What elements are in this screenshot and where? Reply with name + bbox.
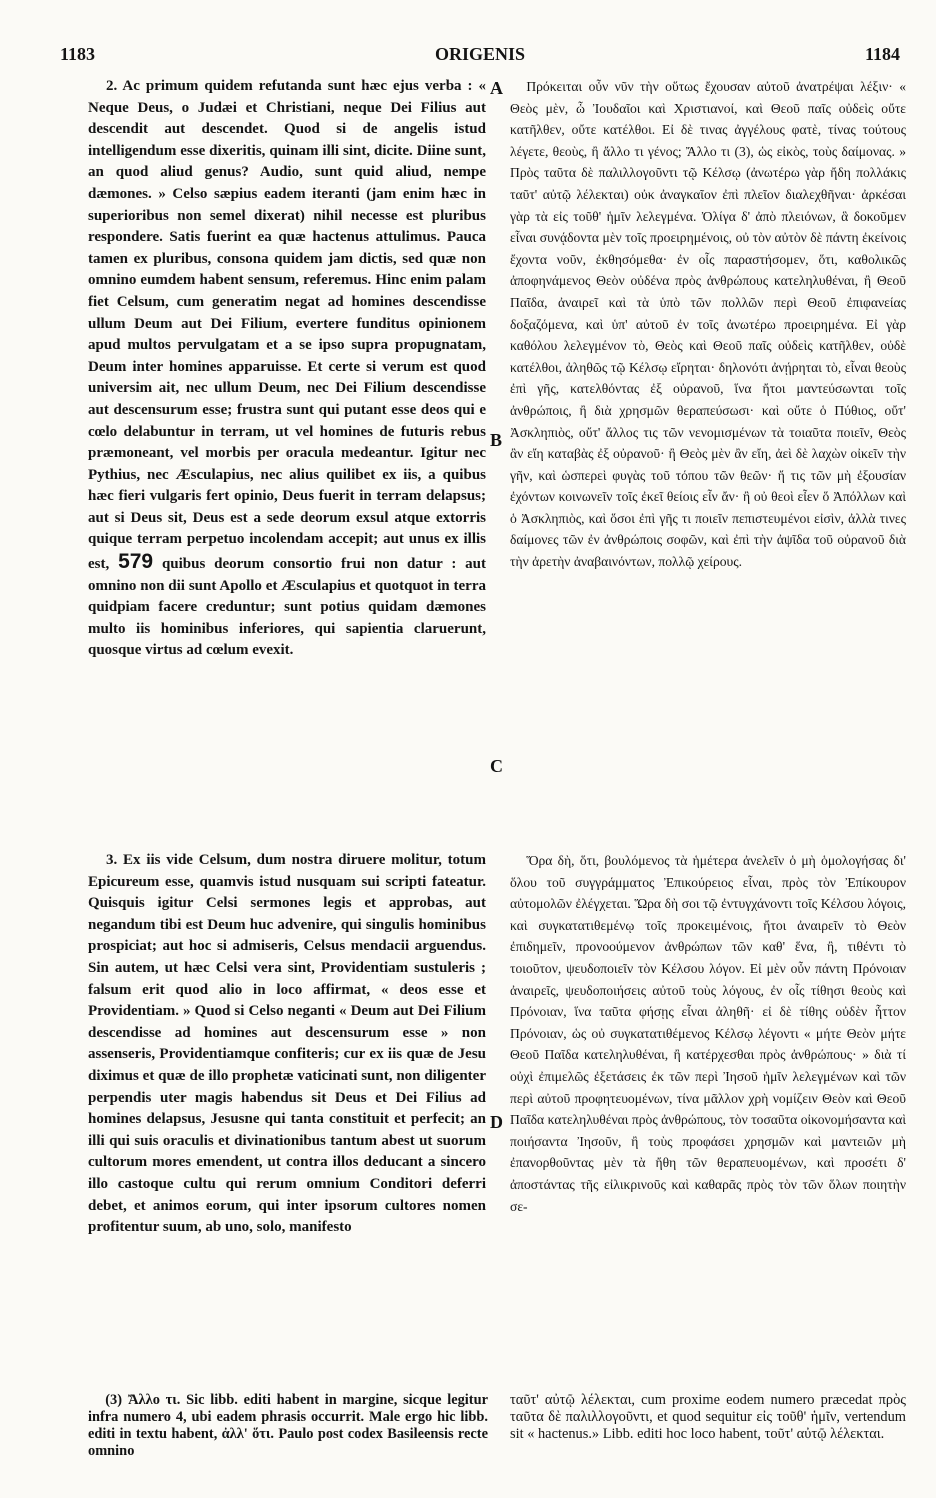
latin-text-part-2: quibus deorum consortio frui non datur : aut omnino non dii sunt Apollo et Æsculapius et quotquot in terra quidpiam facere creduntur; sunt potius quidam dæmones multo iis hominibus inferiores, qui sapientia claruerunt, quosque virtus ad cœlum evexit. bbox=[88, 556, 486, 659]
greek-column-section-3 bbox=[510, 850, 906, 1340]
section-marker-d: D bbox=[490, 1112, 503, 1132]
right-column-number: 1184 bbox=[864, 44, 900, 64]
latin-text-part-1: 2. Ac primum quidem refutanda sunt hæc ejus verba : « Neque Deus, o Judæi et Christiani, neque Dei Filius aut descendit aut descendet. Quod si de angelis istud intelligendum esse dixeritis, quinam illi sint, dicite. Diine sunt, an quod aliud genus? Audio, sunt quid aliud, nempe dæmones. » Celso sæpius eadem iteranti (jam enim hæc in superioribus non semel dixerat) nihil necesse est pluribus respondere. Satis fuerint ea quæ hactenus attulimus. Pauca tamen ex pluribus, consona quidem jam dictis, sed quæ non omnino eumdem habent sensum, referemus. Hinc enim palam fiet Celsum, cum generatim negat ad homines descendisse ullum Deum aut Dei Filium, evertere funditus opinionem apud multos pervulgatam et a se ipso supra propugnatam, Deum inter homines apparuisse. Et certe si verum est quod universim ait, nec ullum Deum, nec Dei Filium descendisse aut descensurum esse; frustra sunt qui putant esse deos qui e cœlo delabuntur in terram, ut vel homines de futuris rebus præmoneant, vel morbis per oracula medeantur. Igitur nec Pythius, nec Æsculapius, nec alius quilibet ex iis, a quibus hæc fieri vulgaris fert opinio, Deus fuerit in terram delapsus; aut si Deus sit, Deus est a sede deorum exsul atque extorris quique terram perpetuo incolendam accepit; aut unus ex illis est, bbox=[88, 78, 486, 573]
greek-column-section-2 bbox=[510, 76, 906, 790]
section-marker-c: C bbox=[490, 756, 503, 776]
latin-paragraph: 3. Ex iis vide Celsum, dum nostra diruere molitur, totum Epicureum esse, quamvis istud nusquam sui scripti fateatur. Quisquis igitur Celsi sermones legis et approbas, aut negandum tibi est Deum huc advenire, qui singulis hominibus prospiciat; aut hoc si admiseris, Celsus mendacii arguendus. Sin autem, ut hæc Celsi vera sint, Providentiam sustuleris ; falsum erit quod alio in loco affirmat, « deos esse et Providentiam. » Quod si Celso neganti « Deum aut Dei Filium descendisse ad homines aut descensurum esse » non assenseris, Providentiamque confiteris; cur ex iis quæ de Jesu diximus et quæ de illo prophetæ vaticinati sunt, non diligenter perpendis uter magis habendus sit Deus et Dei Filius ad homines delapsus, Jesusne qui tanta constituit et perfecit; an illi qui suis oraculis et divinationibus tantum abest ut suorum cultorum mores emendent, ut contra illos deducant a sincero illo castoque cultu qui rerum omnium Conditori deferri debet, et animos eorum, qui inter ipsorum cultores nomen profitentur suum, ab uno, solo, manifesto bbox=[88, 852, 486, 1236]
footnote-right bbox=[510, 1392, 906, 1482]
migne-column-number: 579 bbox=[118, 550, 154, 574]
latin-column-section-3 bbox=[88, 850, 486, 1370]
section-marker-b: B bbox=[490, 430, 503, 450]
footnote-text: ταῦτ' αὐτῷ λέλεκται, cum proxime eodem numero præcedat πρὸς ταῦτα δὲ παλιλλογοῦντι, et quod sequitur εἰς τοῦθ' ἡμῖν, vertendum sit « hactenus.» Libb. editi hoc loco habent, τοῦτ' αὐτῷ λέλεκται. bbox=[510, 1392, 906, 1442]
section-marker-a: A bbox=[490, 78, 503, 98]
footnote-text: (3) Ἄλλο τι. Sic libb. editi habent in margine, sicque legitur infra numero 4, ubi eadem phrasis occurrit. Male ergo hic libb. editi in textu habent, ἀλλ' ὅτι. Paulo post codex Basileensis recte omnino bbox=[88, 1392, 488, 1459]
greek-paragraph: Ὅρα δὴ, ὅτι, βουλόμενος τὰ ἡμέτερα ἀνελεῖν ὁ μὴ ὁμολογήσας δι' ὅλου τοῦ συγγράμματος Ἐπικούρειος εἶναι, πρὸς τὸν Ἐπίκουρον αὐτομολῶν ἐλέγχεται. Ὥρα δὴ σοι τῷ ἐντυγχάνοντι τοῖς Κέλσου λόγοις, καὶ συγκατατιθεμένῳ τοῖς προκειμένοις, ἤτοι ἀναιρεῖν τὸ Θεὸν ἐπιδημεῖν, προνοούμενον ἀνθρώπων τῶν καθ' ἕνα, ἢ, τιθέντι τὸ τοιοῦτον, ψευδοποιεῖν τὸν Κέλσου λόγον. Εἰ μὲν οὖν πάντη Πρόνοιαν ἀναιρεῖς, ψευδοποιήσεις αὐτοῦ τοὺς λόγους, ἐν οἷς τίθησι θεοὺς καὶ Πρόνοιαν, ἵνα ταῦτα φήσῃς εἶναι ἀληθῆ· εἰ δὲ τίθης οὐδὲν ἧττον Πρόνοιαν, ὡς οὐ συγκατατιθέμενος Κέλσῳ λέγοντι « μήτε Θεὸν μήτε Θεοῦ Παῖδα κατεληλυθέναι, ἢ κατέρχεσθαι πρὸς ἀνθρώπους· » διὰ τί οὐχὶ ἐπιμελῶς ἐξετάσεις ἐκ τῶν περὶ Ἰησοῦ ἡμῖν λελεγμένων καὶ τῶν περὶ αὐτοῦ προφητευομένων, τίνα μᾶλλον χρὴ νομίζειν Θεὸν καὶ Θεοῦ Παῖδα κατεληλυθέναι πρὸς ἀνθρώπους, τὸν τοσαῦτα οἰκονομήσαντα καὶ ποιήσαντα Ἰησοῦν, ἢ τοὺς προφάσει χρησμῶν καὶ μαντειῶν μὴ ἐπανορθοῦντας μὲν τὰ ἤθη τῶν θεραπευομένων, καὶ προσέτι δ' ἀποστάντας τῆς εἰλικρινοῦς καὶ καθαρᾶς πρὸς τὸν τῶν ὅλων ποιητὴν σε- bbox=[510, 853, 906, 1214]
page-title: ORIGENIS bbox=[434, 44, 526, 64]
greek-paragraph: Πρόκειται οὖν νῦν τὴν οὕτως ἔχουσαν αὐτοῦ ἀνατρέψαι λέξιν· « Θεὸς μὲν, ὦ Ἰουδαῖοι καὶ Χριστιανοί, καὶ Θεοῦ παῖς οὐδεὶς οὔτε κατῆλθεν, οὔτε κατέλθοι. Εἰ δὲ τινας ἀγγέλους φατὲ, τίνας τούτους λέγετε, θεοὺς, ἢ ἄλλο τι γένος; Ἄλλο τι (3), ὡς εἰκὸς, τοὺς δαίμονας. » Πρὸς ταῦτα δὲ παλιλλογοῦντι τῷ Κέλσῳ (ἀνωτέρω γὰρ ἤδη πολλάκις ταῦτ' αὐτῷ λέλεκται) οὐκ ἀναγκαῖον ἐπὶ πλεῖον διαλεχθῆναι· ἀρκέσαι γὰρ τὰ εἰς τοῦθ' ἡμῖν λελεγμένα. Ὀλίγα δ' ἀπὸ πλειόνων, ἃ δοκοῦμεν εἶναι συνᾴδοντα μὲν τοῖς προειρημένοις, οὐ τὸν αὐτὸν δὲ πάντη ἐκείνοις ἔχοντα νοῦν, ἐκθησόμεθα· ἐν οἷς παραστήσομεν, ὅτι, καθολικῶς ἀποφηνάμενος Θεὸν οὐδένα πρὸς ἀνθρώπους κατεληλυθέναι, ἢ Θεοῦ Παῖδα, ἀναιρεῖ καὶ τὰ ὑπὸ τῶν πολλῶν περὶ Θεοῦ ἐπιφανείας δοξαζόμενα, καὶ ὑπ' αὐτοῦ ἐν τοῖς ἀνωτέρω προειρημένα. Εἰ γὰρ καθόλου λελεγμένον τὸ, Θεὸς καὶ Θεοῦ παῖς οὐδεὶς κατῆλθεν, οὐδὲ κατέλθοι, ἀληθῶς τῷ Κέλσῳ εἴρηται· δηλονότι ἀνῄρηται τὸ, εἶναι θεοὺς ἐπὶ γῆς, κατελθόντας ἐξ οὐρανοῦ, ἵνα ἤτοι μαντεύσωνται τοῖς ἀνθρώποις, ἢ διὰ χρησμῶν θεραπεύσωσι· καὶ οὔτε ὁ Πύθιος, οὔτ' Ἀσκληπιὸς, οὔτ' ἄλλος τις τῶν νενομισμένων τὰ τοιαῦτα ποιεῖν, Θεὸς ἂν εἴη καταβὰς ἐξ οὐρανοῦ· ἢ Θεὸς μὲν ἂν εἴη, ἀεὶ δὲ λαχὼν οἰκεῖν τὴν γῆν, καὶ ὡσπερεὶ φυγὰς τοῦ τόπου τῶν θεῶν· ἤ τις τῶν μὴ ἐξουσίαν ἐχόντων κοινωνεῖν τοῖς ἐκεῖ θείοις εἶν ἄν· ἢ οὐ θεοὶ εἶεν ὅ Ἀπόλλων καὶ ὁ Ἀσκληπιὸς, καὶ ὅσοι ἐπὶ γῆς τι ποιεῖν πεπιστευμένοι εἰσὶν, ἀλλὰ τινες δαίμονες τῶν ἐν ἀνθρώποις σοφῶν, καὶ ἐπὶ τὴν ἀψῖδα τοῦ οὐρανοῦ διὰ τὴν ἀρετὴν ἀναβαινόντων, πολλῷ χείρους. bbox=[510, 79, 906, 570]
running-header bbox=[60, 44, 900, 68]
footnote-left bbox=[88, 1392, 488, 1482]
left-column-number: 1183 bbox=[60, 44, 96, 64]
latin-paragraph bbox=[88, 76, 486, 662]
latin-column-section-2 bbox=[88, 76, 486, 844]
